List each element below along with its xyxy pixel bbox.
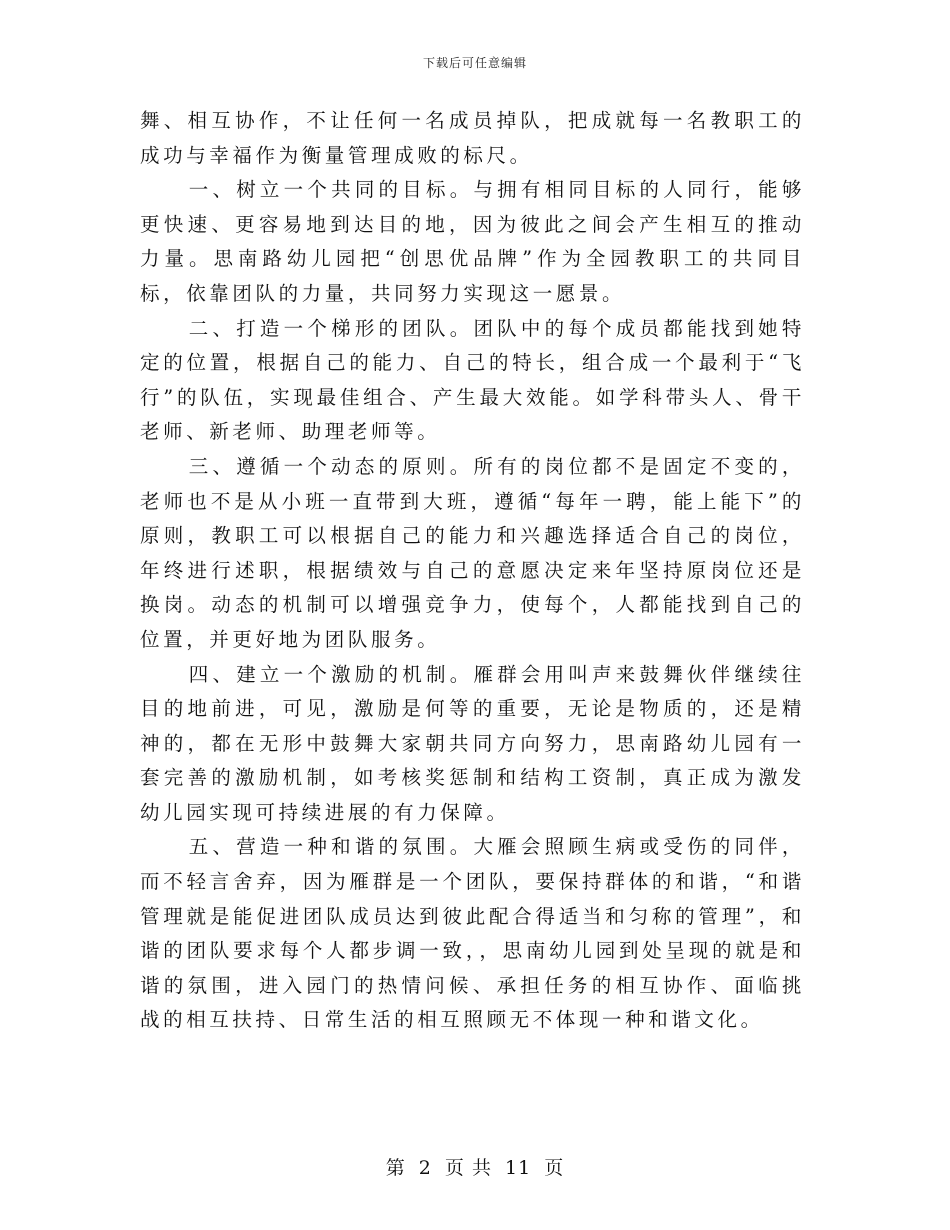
footer-suffix: 页	[544, 1157, 565, 1179]
page-header: 下载后可任意编辑	[422, 56, 527, 70]
footer-total-pages: 11	[505, 1157, 532, 1179]
paragraph-harmony: 五、营造一种和谐的氛围。大雁会照顾生病或受伤的同伴，而不轻言舍弃，因为雁群是一个团队，要保持群体的和谐，“和谐管理就是能促进团队成员达到彼此配合得适当和匀称的管理”，和谐的团队要求每个人都步调一致，，思南幼儿园到处呈现的就是和谐的氛围，进入园门的热情问候、承担任务的相互协作、面临挑战的相互扶持、日常生活的相互照顾无不体现一种和谐文化。	[140, 835, 805, 1032]
page-footer	[0, 1153, 950, 1180]
paragraph-team: 二、打造一个梯形的团队。团队中的每个成员都能找到她特定的位置，根据自己的能力、自己的特长，组合成一个最利于“飞行”的队伍，实现最佳组合、产生最大效能。如学科带头人、骨干老师、新老师、助理老师等。	[140, 316, 805, 444]
paragraph-incentive: 四、建立一个激励的机制。雁群会用叫声来鼓舞伙伴继续往目的地前进，可见，激励是何等的重要，无论是物质的，还是精神的，都在无形中鼓舞大家朝共同方向努力，思南路幼儿园有一套完善的激励机制，如考核奖惩制和结构工资制，真正成为激发幼儿园实现可持续进展的有力保障。	[140, 662, 805, 824]
paragraph-continuation: 舞、相互协作，不让任何一名成员掉队，把成就每一名教职工的成功与幸福作为衡量管理成败的标尺。	[140, 109, 805, 167]
footer-prefix: 第	[385, 1157, 406, 1179]
footer-mid: 页 共	[444, 1157, 492, 1179]
paragraph-goal: 一、树立一个共同的目标。与拥有相同目标的人同行，能够更快速、更容易地到达目的地，因为彼此之间会产生相互的推动力量。思南路幼儿园把“创思优品牌”作为全园教职工的共同目标，依靠团队的力量，共同努力实现这一愿景。	[140, 178, 805, 305]
document-body	[140, 104, 805, 1038]
paragraph-dynamic: 三、遵循一个动态的原则。所有的岗位都不是固定不变的，老师也不是从小班一直带到大班，遵循“每年一聘，能上能下”的原则，教职工可以根据自己的能力和兴趣选择适合自己的岗位，年终进行述职，根据绩效与自己的意愿决定来年坚持原岗位还是换岗。动态的机制可以增强竞争力，使每个，人都能找到自己的位置，并更好地为团队服务。	[140, 454, 805, 651]
footer-page-number: 2	[418, 1157, 432, 1179]
